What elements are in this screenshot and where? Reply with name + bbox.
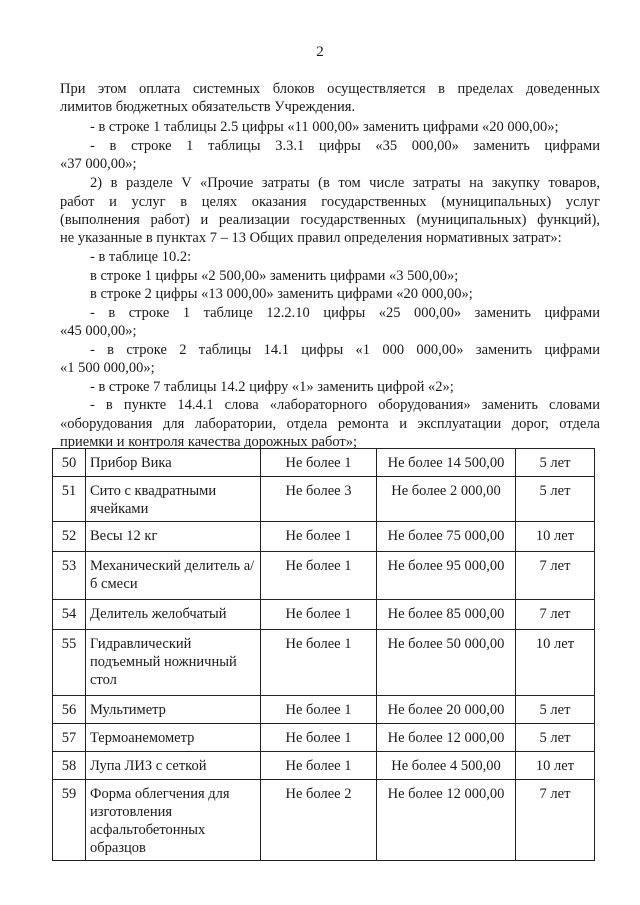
item-price: Не более 50 000,00 xyxy=(377,630,516,696)
item-price: Не более 85 000,00 xyxy=(377,600,516,630)
paragraph-line: При этом оплата системных блоков осуществляется в пределах доведенных xyxy=(60,81,600,97)
row-number: 56 xyxy=(53,696,86,724)
paragraph-line: - в строке 7 таблицы 14.2 цифру «1» заменить цифрой «2»; xyxy=(90,379,454,395)
paragraph-line: лимитов бюджетных обязательств Учреждения. xyxy=(60,99,356,115)
row-number: 50 xyxy=(53,449,86,477)
paragraph-line: «1 500 000,00»; xyxy=(60,360,155,376)
paragraph-line: - в пункте 14.4.1 слова «лабораторного оборудования» заменить словами xyxy=(90,397,600,413)
paragraph-line: работ и услуг в целях оказания государственных (муниципальных) услуг xyxy=(60,194,600,210)
item-price: Не более 12 000,00 xyxy=(377,724,516,752)
table-row xyxy=(53,552,595,600)
table-row xyxy=(53,600,595,630)
table-row xyxy=(53,752,595,780)
paragraph-line: - в строке 2 таблицы 14.1 цифры «1 000 000,00» заменить цифрами xyxy=(90,342,600,358)
paragraph-line: - в строке 1 таблице 12.2.10 цифры «25 000,00» заменить цифрами xyxy=(90,305,600,321)
item-price: Не более 2 000,00 xyxy=(377,477,516,522)
row-number: 52 xyxy=(53,522,86,552)
paragraph-line: «45 000,00»; xyxy=(60,323,137,339)
row-number: 59 xyxy=(53,780,86,861)
item-quantity: Не более 1 xyxy=(261,630,377,696)
item-name: Сито с квадратными ячейками xyxy=(86,477,261,522)
paragraph-line: в строке 1 цифры «2 500,00» заменить цифрами «3 500,00»; xyxy=(90,268,459,284)
item-name: Мультиметр xyxy=(86,696,261,724)
item-term: 5 лет xyxy=(516,696,595,724)
row-number: 55 xyxy=(53,630,86,696)
row-number: 57 xyxy=(53,724,86,752)
paragraph-line: «37 000,00»; xyxy=(60,156,137,172)
item-term: 10 лет xyxy=(516,522,595,552)
table-row xyxy=(53,724,595,752)
paragraph-line: приемки и контроля качества дорожных работ»; xyxy=(60,434,358,450)
row-number: 54 xyxy=(53,600,86,630)
item-name: Прибор Вика xyxy=(86,449,261,477)
paragraph-line: в строке 2 цифры «13 000,00» заменить цифрами «20 000,00»; xyxy=(90,286,473,302)
row-number: 58 xyxy=(53,752,86,780)
item-quantity: Не более 1 xyxy=(261,522,377,552)
paragraph-line: (выполнения работ) и реализации государственных (муниципальных) функций), xyxy=(60,212,600,228)
item-quantity: Не более 1 xyxy=(261,552,377,600)
item-quantity: Не более 1 xyxy=(261,449,377,477)
paragraph-line: «оборудования для лаборатории, отдела ремонта и эксплуатации дорог, отдела xyxy=(60,416,600,432)
item-term: 5 лет xyxy=(516,449,595,477)
item-term: 7 лет xyxy=(516,780,595,861)
item-name: Форма облегчения для изготовления асфальтобетонных образцов xyxy=(86,780,261,861)
item-quantity: Не более 2 xyxy=(261,780,377,861)
item-price: Не более 95 000,00 xyxy=(377,552,516,600)
table-row xyxy=(53,449,595,477)
item-quantity: Не более 1 xyxy=(261,600,377,630)
item-price: Не более 14 500,00 xyxy=(377,449,516,477)
paragraph-line: - в строке 1 таблицы 2.5 цифры «11 000,00» заменить цифрами «20 000,00»; xyxy=(90,119,559,135)
item-name: Весы 12 кг xyxy=(86,522,261,552)
item-price: Не более 75 000,00 xyxy=(377,522,516,552)
table-row xyxy=(53,780,595,861)
item-name: Механический делитель а/б смеси xyxy=(86,552,261,600)
item-quantity: Не более 1 xyxy=(261,724,377,752)
paragraph-line: не указанные в пунктах 7 – 13 Общих правил определения нормативных затрат»: xyxy=(60,230,562,246)
item-term: 10 лет xyxy=(516,752,595,780)
table-row xyxy=(53,522,595,552)
table-row xyxy=(53,630,595,696)
item-term: 10 лет xyxy=(516,630,595,696)
item-name: Гидравлический подъемный ножничный стол xyxy=(86,630,261,696)
item-term: 7 лет xyxy=(516,552,595,600)
item-term: 5 лет xyxy=(516,724,595,752)
item-name: Термоанемометр xyxy=(86,724,261,752)
equipment-table xyxy=(52,448,595,861)
item-quantity: Не более 1 xyxy=(261,752,377,780)
table-row xyxy=(53,696,595,724)
item-name: Делитель желобчатый xyxy=(86,600,261,630)
row-number: 51 xyxy=(53,477,86,522)
item-price: Не более 20 000,00 xyxy=(377,696,516,724)
item-term: 7 лет xyxy=(516,600,595,630)
page-number: 2 xyxy=(316,44,324,60)
item-name: Лупа ЛИЗ с сеткой xyxy=(86,752,261,780)
item-term: 5 лет xyxy=(516,477,595,522)
item-price: Не более 4 500,00 xyxy=(377,752,516,780)
paragraph-line: 2) в разделе V «Прочие затраты (в том числе затраты на закупку товаров, xyxy=(90,175,600,191)
table-row xyxy=(53,477,595,522)
paragraph-line: - в строке 1 таблицы 3.3.1 цифры «35 000,00» заменить цифрами xyxy=(90,138,600,154)
item-price: Не более 12 000,00 xyxy=(377,780,516,861)
row-number: 53 xyxy=(53,552,86,600)
paragraph-line: - в таблице 10.2: xyxy=(90,249,192,265)
item-quantity: Не более 1 xyxy=(261,696,377,724)
item-quantity: Не более 3 xyxy=(261,477,377,522)
